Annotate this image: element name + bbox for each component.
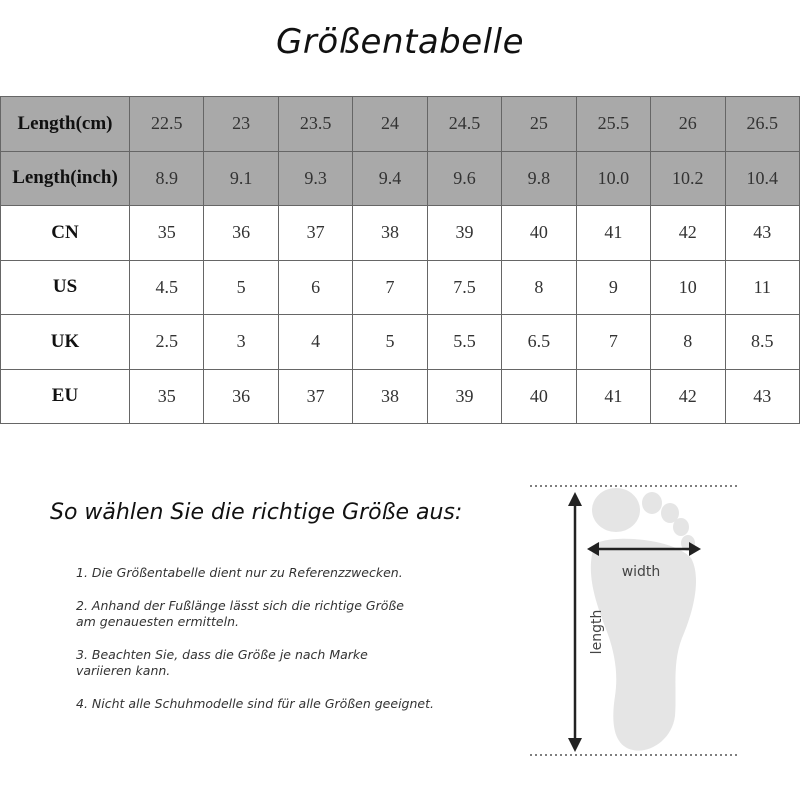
table-cell: 4 xyxy=(278,315,352,370)
table-cell: 25.5 xyxy=(576,97,650,152)
table-cell: 39 xyxy=(427,369,501,424)
table-cell: 23.5 xyxy=(278,97,352,152)
guide-note xyxy=(76,696,476,712)
table-cell: 10 xyxy=(651,260,725,315)
table-cell: 8 xyxy=(651,315,725,370)
guide-note xyxy=(76,565,476,581)
guide-note xyxy=(76,647,476,679)
table-cell: 35 xyxy=(130,206,204,261)
table-cell: 6 xyxy=(278,260,352,315)
table-cell: 5 xyxy=(204,260,278,315)
note-line: variieren kann. xyxy=(76,663,171,678)
table-cell: 8 xyxy=(502,260,576,315)
table-cell: 26.5 xyxy=(725,97,800,152)
table-cell: 43 xyxy=(725,369,800,424)
note-line: 2. Anhand der Fußlänge lässt sich die richtige Größe xyxy=(76,598,404,613)
guide-note xyxy=(76,598,476,630)
table-cell: 26 xyxy=(651,97,725,152)
guide-heading: So wählen Sie die richtige Größe aus: xyxy=(50,500,463,525)
table-cell: 10.2 xyxy=(651,151,725,206)
table-cell: 40 xyxy=(502,369,576,424)
table-cell: 40 xyxy=(502,206,576,261)
table-cell: 23 xyxy=(204,97,278,152)
table-cell: 9.3 xyxy=(278,151,352,206)
table-cell: 5 xyxy=(353,315,427,370)
table-cell: 11 xyxy=(725,260,800,315)
guide-notes xyxy=(76,565,476,729)
table-cell: 24 xyxy=(353,97,427,152)
note-line: 3. Beachten Sie, dass die Größe je nach Marke xyxy=(76,647,368,662)
table-cell: 8.5 xyxy=(725,315,800,370)
table-cell: 24.5 xyxy=(427,97,501,152)
table-cell: 4.5 xyxy=(130,260,204,315)
table-row-eu xyxy=(1,369,800,424)
row-header: EU xyxy=(1,369,130,424)
table-cell: 42 xyxy=(651,206,725,261)
table-cell: 7.5 xyxy=(427,260,501,315)
table-cell: 25 xyxy=(502,97,576,152)
table-cell: 36 xyxy=(204,369,278,424)
table-row-length-inch xyxy=(1,151,800,206)
table-cell: 10.0 xyxy=(576,151,650,206)
table-cell: 7 xyxy=(353,260,427,315)
table-cell: 35 xyxy=(130,369,204,424)
table-cell: 2.5 xyxy=(130,315,204,370)
table-cell: 9.6 xyxy=(427,151,501,206)
table-cell: 9.4 xyxy=(353,151,427,206)
width-label: width xyxy=(621,564,661,580)
note-line: am genauesten ermitteln. xyxy=(76,614,239,629)
length-label: length xyxy=(589,609,605,655)
note-line: 4. Nicht alle Schuhmodelle sind für alle Größen geeignet. xyxy=(76,696,434,711)
table-cell: 7 xyxy=(576,315,650,370)
table-cell: 36 xyxy=(204,206,278,261)
table-cell: 37 xyxy=(278,206,352,261)
row-header: Length(inch) xyxy=(1,151,130,206)
foot-measure-diagram xyxy=(525,478,740,760)
table-cell: 6.5 xyxy=(502,315,576,370)
table-cell: 5.5 xyxy=(427,315,501,370)
table-cell: 9.1 xyxy=(204,151,278,206)
table-cell: 38 xyxy=(353,206,427,261)
row-header: CN xyxy=(1,206,130,261)
table-cell: 41 xyxy=(576,206,650,261)
table-cell: 9.8 xyxy=(502,151,576,206)
table-cell: 8.9 xyxy=(130,151,204,206)
row-header: UK xyxy=(1,315,130,370)
table-cell: 43 xyxy=(725,206,800,261)
note-line: 1. Die Größentabelle dient nur zu Referenzzwecken. xyxy=(76,565,403,580)
table-row-cn xyxy=(1,206,800,261)
table-cell: 39 xyxy=(427,206,501,261)
table-row-uk xyxy=(1,315,800,370)
table-row-us xyxy=(1,260,800,315)
row-header: Length(cm) xyxy=(1,97,130,152)
table-cell: 41 xyxy=(576,369,650,424)
table-row-length-cm xyxy=(1,97,800,152)
table-cell: 10.4 xyxy=(725,151,800,206)
footprint-icon xyxy=(591,488,696,751)
size-table xyxy=(0,96,800,424)
table-cell: 38 xyxy=(353,369,427,424)
table-cell: 9 xyxy=(576,260,650,315)
table-cell: 22.5 xyxy=(130,97,204,152)
table-cell: 37 xyxy=(278,369,352,424)
table-cell: 3 xyxy=(204,315,278,370)
page-title: Größentabelle xyxy=(276,22,524,62)
length-arrow xyxy=(568,492,582,752)
table-cell: 42 xyxy=(651,369,725,424)
row-header: US xyxy=(1,260,130,315)
